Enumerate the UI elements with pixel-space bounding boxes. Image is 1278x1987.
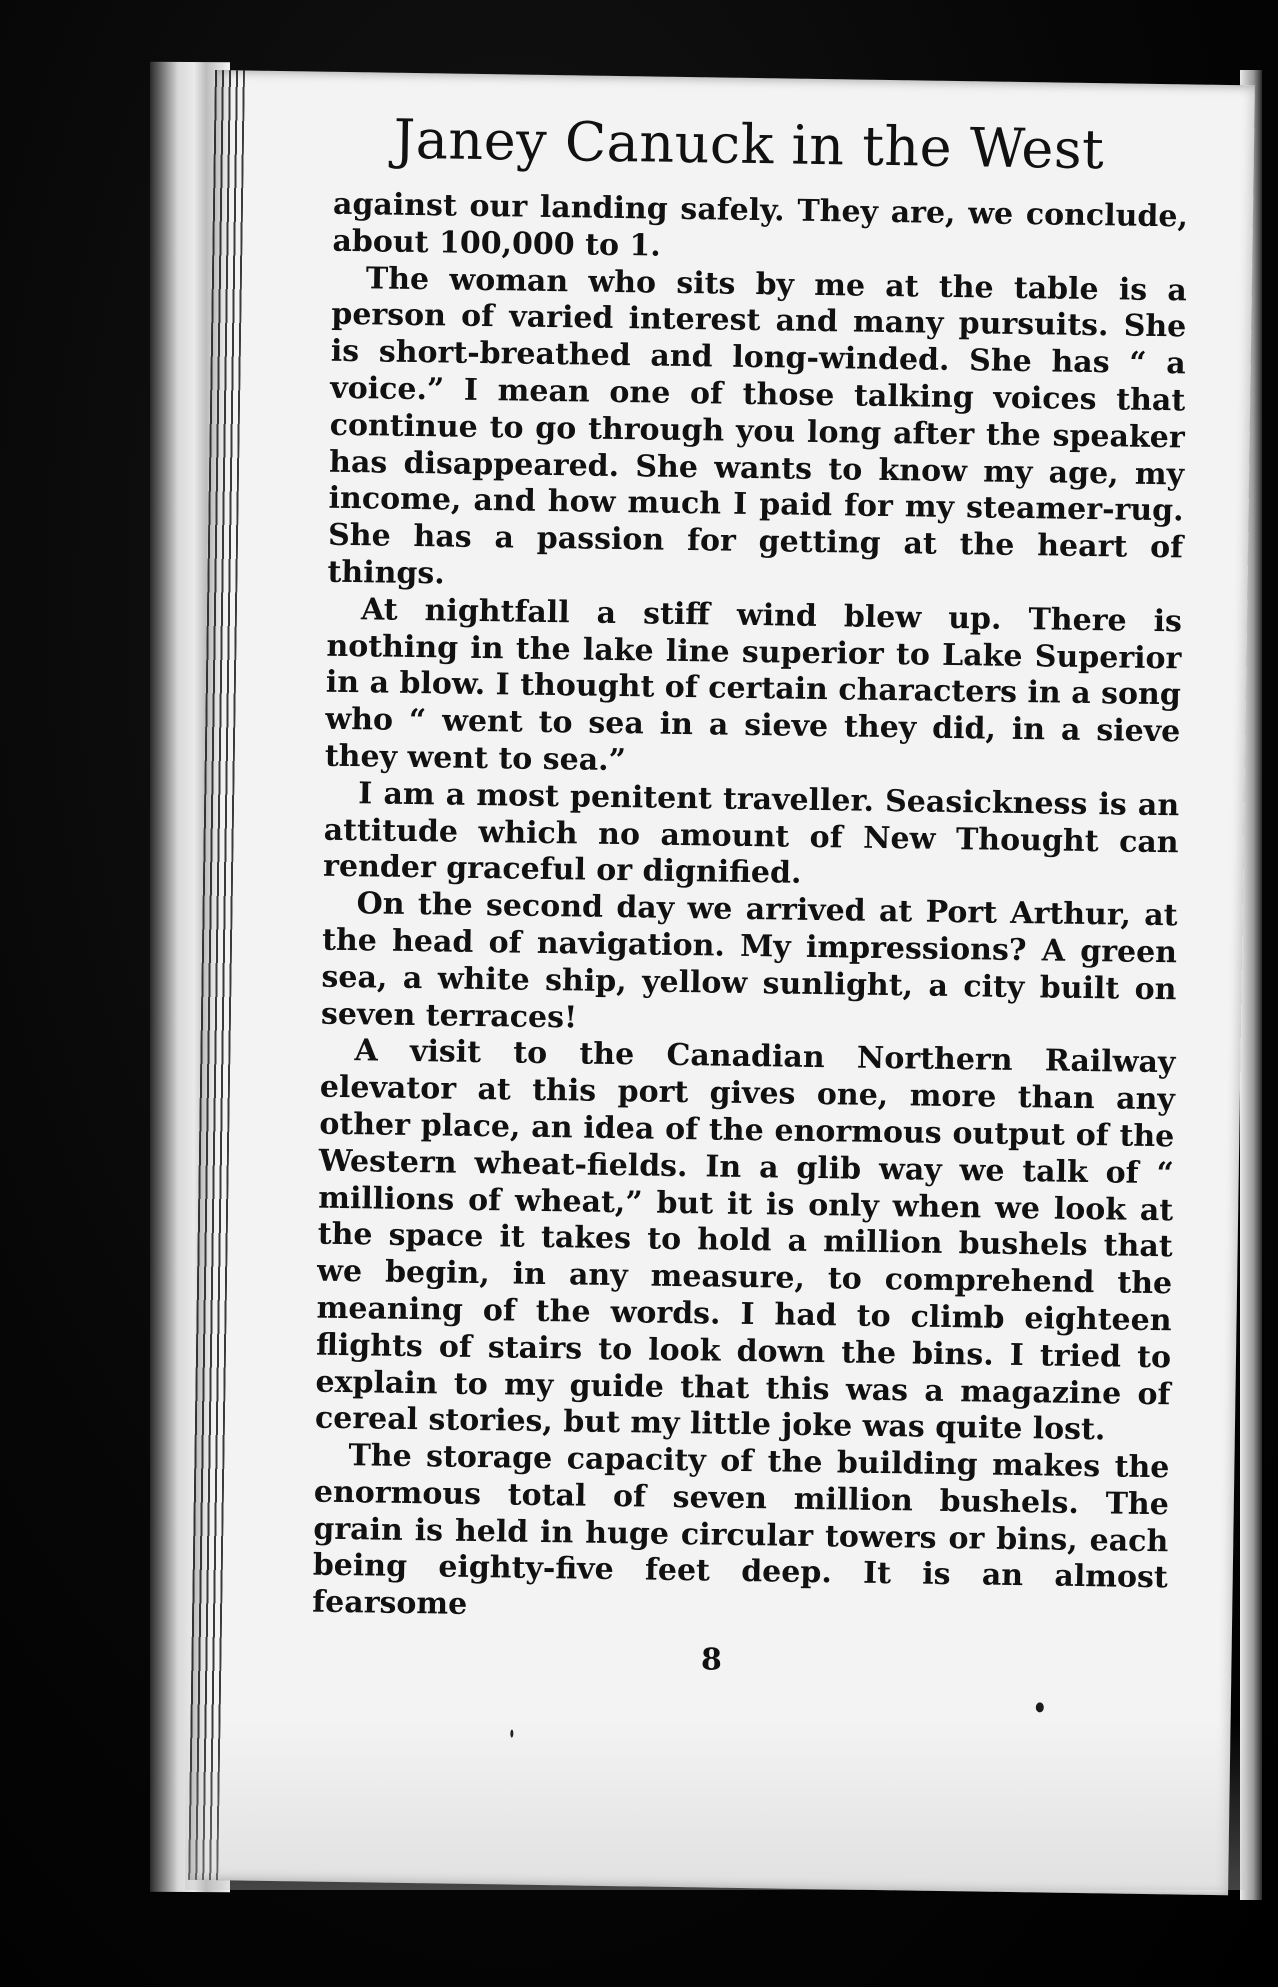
paragraph-1: against our landing safely. They are, we conclude, about 100,000 to 1. [332, 186, 1189, 264]
page-number: 8 [700, 1642, 723, 1678]
paragraph-4: I am a most penitent traveller. Seasickness is an attitude which no amount of New Thought can render graceful or dignified. [322, 775, 1180, 892]
paragraph-7: The storage capacity of the building makes the enormous total of seven million bushels. The grain is held in huge circular towers or bins, each being eighty-five feet deep. It is an almost fearsome [312, 1438, 1170, 1623]
book-page [188, 70, 1255, 1895]
running-head: Janey Canuck in the West [393, 107, 1105, 182]
paragraph-2: The woman who sits by me at the table is a person of varied interest and many pursuits. She is short-breathed and long-winded. She has “ a voice.” I mean one of those talking voices that continue to go through you long after the speaker has disappeared. She wants to know my age, my income, and how much I paid for my steamer-rug. She has a passion for getting at the heart of things. [327, 260, 1188, 592]
ink-speck [1036, 1702, 1044, 1712]
body-text [312, 187, 1188, 1635]
page-bottom-shade [185, 1720, 1245, 1890]
paragraph-5: On the second day we arrived at Port Arthur, at the head of navigation. My impressions? A green sea, a white ship, yellow sunlight, a city built on seven terraces! [320, 886, 1178, 1036]
paragraph-6: A visit to the Canadian Northern Railway elevator at this port gives one, more than any other place, an idea of the enormous output of the Western wheat-fields. In a glib way we talk of “ millions of wheat,” but it is only when we look at the space it takes to hold a million bushels that we begin, in any measure, to comprehend the meaning of the words. I had to climb eighteen flights of stairs to look down the bins. I tried to explain to my guide that this was a magazine of cereal stories, but my little joke was quite lost. [314, 1033, 1176, 1448]
paragraph-3: At nightfall a stiff wind blew up. There is nothing in the lake line superior to Lake Superior in a blow. I thought of certain characters in a song who “ went to sea in a sieve they did, in a sieve they went to sea.” [324, 591, 1183, 779]
